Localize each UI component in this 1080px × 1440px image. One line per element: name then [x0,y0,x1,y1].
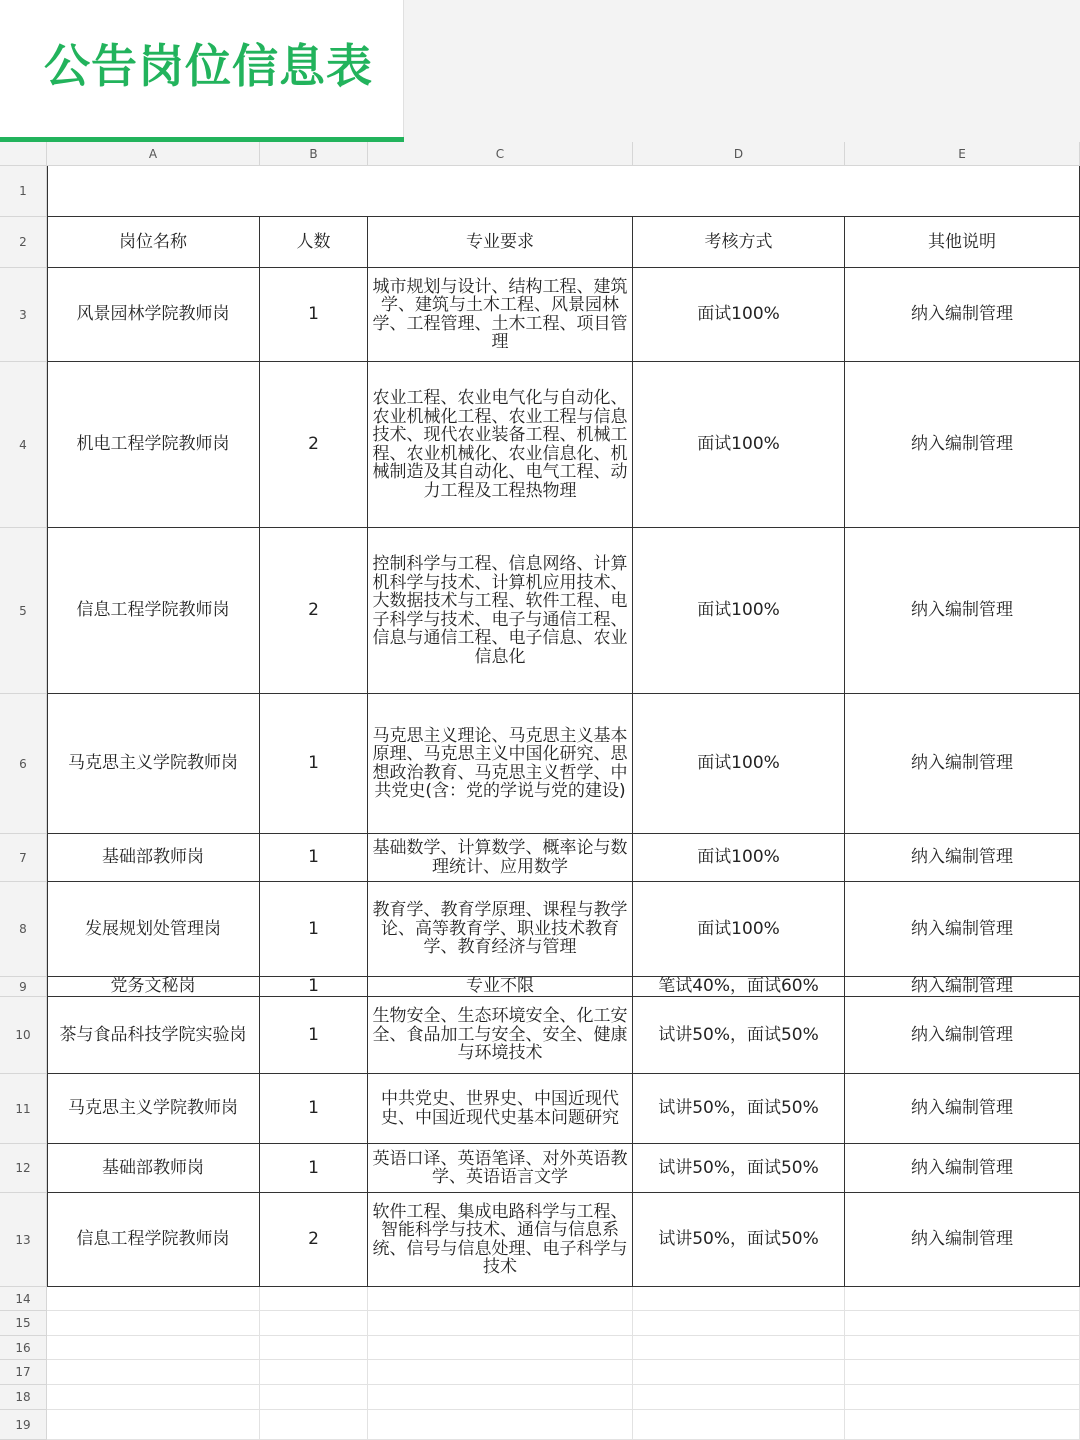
table-left-border [47,166,48,1287]
empty-cell[interactable] [633,1311,845,1336]
table-cell[interactable]: 笔试40%，面试60% [633,977,845,997]
row-header-15[interactable]: 15 [0,1311,47,1336]
table-cell[interactable]: 信息工程学院教师岗 [47,1193,260,1287]
empty-cell[interactable] [845,1360,1080,1385]
table-cell[interactable]: 纳入编制管理 [845,528,1080,694]
row-header-9[interactable]: 9 [0,977,47,997]
major-requirement-cell[interactable]: 城市规划与设计、结构工程、建筑学、建筑与土木工程、风景园林学、工程管理、土木工程、项目管理 [368,268,633,362]
table-cell[interactable]: 2 [260,528,368,694]
major-requirement-cell[interactable]: 软件工程、集成电路科学与工程、智能科学与技术、通信与信息系统、信号与信息处理、电子科学与技术 [368,1193,633,1287]
empty-cell[interactable] [368,1385,633,1410]
column-header-c[interactable]: C [368,142,633,166]
column-header-a[interactable]: A [47,142,260,166]
table-cell[interactable]: 风景园林学院教师岗 [47,268,260,362]
table-cell[interactable]: 纳入编制管理 [845,1074,1080,1144]
major-requirement-cell[interactable]: 马克思主义理论、马克思主义基本原理、马克思主义中国化研究、思想政治教育、马克思主义哲学、中共党史(含：党的学说与党的建设) [368,694,633,834]
table-cell[interactable]: 发展规划处管理岗 [47,882,260,977]
header-cell[interactable]: 岗位名称 [47,217,260,268]
table-cell[interactable]: 马克思主义学院教师岗 [47,694,260,834]
row-header-18[interactable]: 18 [0,1385,47,1410]
table-cell[interactable]: 纳入编制管理 [845,997,1080,1074]
empty-cell[interactable] [633,1360,845,1385]
table-cell[interactable]: 试讲50%，面试50% [633,997,845,1074]
table-cell[interactable]: 马克思主义学院教师岗 [47,1074,260,1144]
row-header-5[interactable]: 5 [0,528,47,694]
table-cell[interactable]: 纳入编制管理 [845,1193,1080,1287]
table-cell[interactable]: 茶与食品科技学院实验岗 [47,997,260,1074]
column-header-e[interactable]: E [845,142,1080,166]
header-cell[interactable]: 考核方式 [633,217,845,268]
table-cell[interactable]: 1 [260,882,368,977]
row-header-19[interactable]: 19 [0,1410,47,1440]
column-header-b[interactable]: B [260,142,368,166]
empty-cell[interactable] [47,1360,260,1385]
row-header-13[interactable]: 13 [0,1193,47,1287]
table-cell[interactable]: 面试100% [633,694,845,834]
empty-cell[interactable] [633,1336,845,1360]
empty-cell[interactable] [845,1410,1080,1440]
empty-cell[interactable] [368,1410,633,1440]
empty-cell[interactable] [47,1287,260,1311]
table-cell[interactable]: 1 [260,1074,368,1144]
table-cell[interactable]: 2 [260,362,368,528]
table-cell[interactable]: 面试100% [633,268,845,362]
empty-cell[interactable] [47,1336,260,1360]
merged-title-cell[interactable] [47,166,1080,217]
major-requirement-cell[interactable]: 专业不限 [368,977,633,997]
row-header-2[interactable]: 2 [0,217,47,268]
table-cell[interactable]: 1 [260,977,368,997]
empty-cell[interactable] [260,1410,368,1440]
empty-cell[interactable] [845,1311,1080,1336]
empty-cell[interactable] [260,1311,368,1336]
table-cell[interactable]: 机电工程学院教师岗 [47,362,260,528]
table-cell[interactable]: 面试100% [633,834,845,882]
sheet-title-tab[interactable] [0,0,404,142]
table-cell[interactable]: 面试100% [633,528,845,694]
major-requirement-cell[interactable]: 基础数学、计算数学、概率论与数理统计、应用数学 [368,834,633,882]
row-header-6[interactable]: 6 [0,694,47,834]
table-cell[interactable]: 2 [260,1193,368,1287]
table-cell[interactable]: 试讲50%，面试50% [633,1193,845,1287]
row-header-16[interactable]: 16 [0,1336,47,1360]
table-cell[interactable]: 纳入编制管理 [845,362,1080,528]
empty-cell[interactable] [368,1311,633,1336]
table-cell[interactable]: 纳入编制管理 [845,268,1080,362]
row-header-11[interactable]: 11 [0,1074,47,1144]
table-cell[interactable]: 信息工程学院教师岗 [47,528,260,694]
empty-cell[interactable] [260,1360,368,1385]
row-header-10[interactable]: 10 [0,997,47,1074]
row-header-17[interactable]: 17 [0,1360,47,1385]
row-header-12[interactable]: 12 [0,1144,47,1193]
header-cell[interactable]: 其他说明 [845,217,1080,268]
column-header-d[interactable]: D [633,142,845,166]
empty-cell[interactable] [368,1360,633,1385]
empty-cell[interactable] [845,1385,1080,1410]
empty-cell[interactable] [633,1385,845,1410]
empty-cell[interactable] [633,1410,845,1440]
empty-cell[interactable] [368,1287,633,1311]
empty-cell[interactable] [845,1336,1080,1360]
table-cell[interactable]: 基础部教师岗 [47,1144,260,1193]
table-cell[interactable]: 纳入编制管理 [845,834,1080,882]
empty-cell[interactable] [845,1287,1080,1311]
major-requirement-cell[interactable]: 中共党史、世界史、中国近现代史、中国近现代史基本问题研究 [368,1074,633,1144]
header-cell[interactable]: 人数 [260,217,368,268]
row-header-14[interactable]: 14 [0,1287,47,1311]
empty-cell[interactable] [633,1287,845,1311]
empty-cell[interactable] [47,1410,260,1440]
table-cell[interactable]: 纳入编制管理 [845,1144,1080,1193]
row-header-1[interactable]: 1 [0,166,47,217]
major-requirement-cell[interactable]: 生物安全、生态环境安全、化工安全、食品加工与安全、安全、健康与环境技术 [368,997,633,1074]
table-cell[interactable]: 基础部教师岗 [47,834,260,882]
header-cell[interactable]: 专业要求 [368,217,633,268]
major-requirement-cell[interactable]: 英语口译、英语笔译、对外英语教学、英语语言文学 [368,1144,633,1193]
row-header-7[interactable]: 7 [0,834,47,882]
table-cell[interactable]: 1 [260,997,368,1074]
table-cell[interactable]: 面试100% [633,882,845,977]
table-cell[interactable]: 1 [260,694,368,834]
table-cell[interactable]: 1 [260,1144,368,1193]
empty-cell[interactable] [47,1385,260,1410]
table-cell[interactable]: 纳入编制管理 [845,694,1080,834]
row-header-8[interactable]: 8 [0,882,47,977]
major-requirement-cell[interactable]: 农业工程、农业电气化与自动化、农业机械化工程、农业工程与信息技术、现代农业装备工程、机械工程、农业机械化、农业信息化、机械制造及其自动化、电气工程、动力工程及工程热物理 [368,362,633,528]
table-cell[interactable]: 1 [260,834,368,882]
table-cell[interactable]: 面试100% [633,362,845,528]
major-requirement-cell[interactable]: 控制科学与工程、信息网络、计算机科学与技术、计算机应用技术、大数据技术与工程、软件工程、电子科学与技术、电子与通信工程、信息与通信工程、电子信息、农业信息化 [368,528,633,694]
table-cell[interactable]: 纳入编制管理 [845,977,1080,997]
empty-cell[interactable] [260,1336,368,1360]
row-header-3[interactable]: 3 [0,268,47,362]
row-header-4[interactable]: 4 [0,362,47,528]
document-title: 公告岗位信息表 [44,39,373,93]
table-cell[interactable]: 纳入编制管理 [845,882,1080,977]
select-all-corner[interactable] [0,142,47,166]
empty-cell[interactable] [260,1385,368,1410]
major-requirement-cell[interactable]: 教育学、教育学原理、课程与教学论、高等教育学、职业技术教育学、教育经济与管理 [368,882,633,977]
empty-cell[interactable] [47,1311,260,1336]
table-cell[interactable]: 1 [260,268,368,362]
empty-cell[interactable] [368,1336,633,1360]
table-cell[interactable]: 党务文秘岗 [47,977,260,997]
table-cell[interactable]: 试讲50%，面试50% [633,1074,845,1144]
table-cell[interactable]: 试讲50%，面试50% [633,1144,845,1193]
empty-cell[interactable] [260,1287,368,1311]
